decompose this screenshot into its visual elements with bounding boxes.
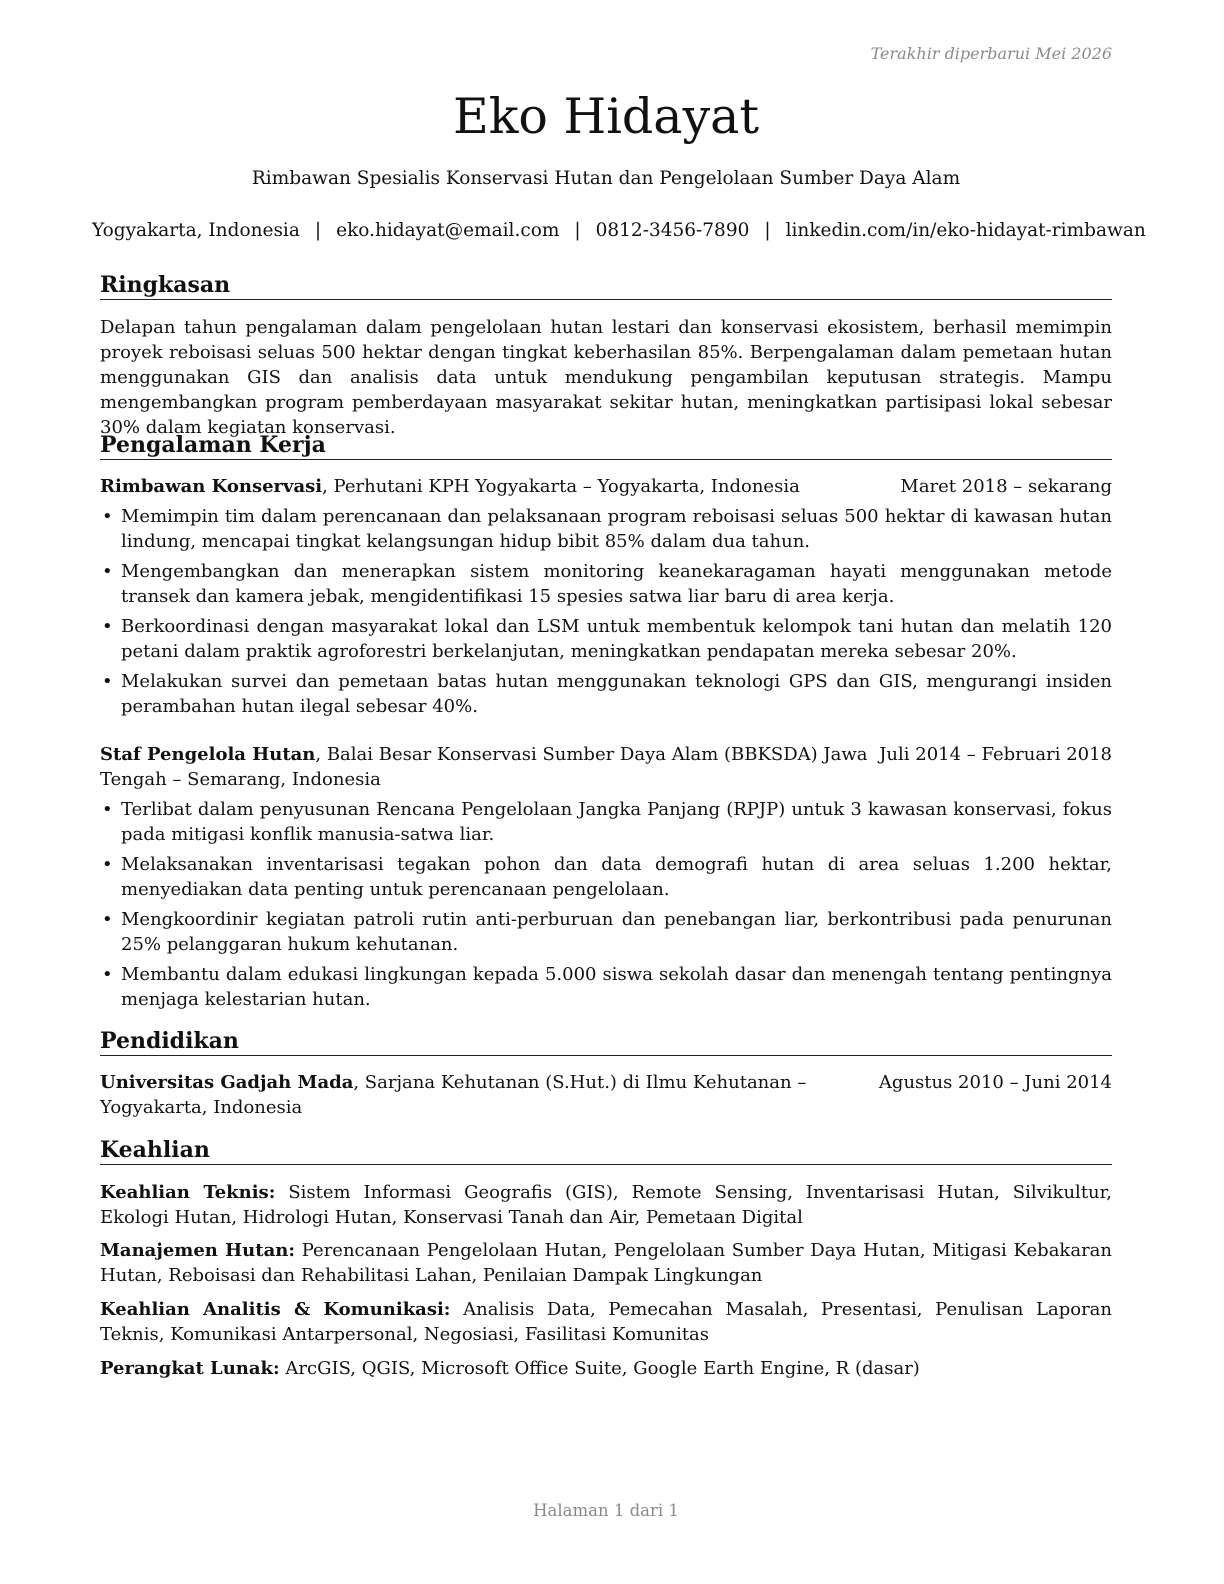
education-school: Universitas Gadjah Mada	[100, 1072, 354, 1093]
job-organization: , Perhutani KPH Yogyakarta – Yogyakarta, Indonesia	[322, 476, 800, 497]
bullet-icon: •	[102, 616, 113, 637]
education-detail: , Sarjana Kehutanan (S.Hut.) di Ilmu Kehutanan – Yogyakarta, Indonesia	[100, 1072, 807, 1118]
education-dates: Agustus 2010 – Juni 2014	[873, 1070, 1112, 1095]
bullet-text: Melaksanakan inventarisasi tegakan pohon dan data demografi hutan di area seluas 1.200 hektar, menyediakan data penting untuk perencanaan pengelolaan.	[121, 854, 1112, 900]
list-item	[100, 559, 1112, 609]
contact-separator: |	[314, 220, 322, 241]
bullet-text: Berkoordinasi dengan masyarakat lokal dan LSM untuk membentuk kelompok tani hutan dan melatih 120 petani dalam praktik agroforestri berkelanjutan, meningkatkan pendapatan mereka sebesar 20%.	[121, 616, 1112, 662]
section-title-experience: Pengalaman Kerja	[100, 431, 1112, 460]
bullet-text: Melakukan survei dan pemetaan batas hutan menggunakan teknologi GPS dan GIS, mengurangi insiden perambahan hutan ilegal sebesar 40%.	[121, 671, 1112, 717]
skill-group-label: Keahlian Analitis & Komunikasi:	[100, 1299, 451, 1320]
skill-group-items: ArcGIS, QGIS, Microsoft Office Suite, Google Earth Engine, R (dasar)	[285, 1358, 920, 1379]
contact-linkedin[interactable]: linkedin.com/in/eko-hidayat-rimbawan	[785, 220, 1146, 241]
page-number-footer: Halaman 1 dari 1	[533, 1501, 679, 1520]
list-item	[100, 797, 1112, 847]
skill-group-label: Manajemen Hutan:	[100, 1240, 295, 1261]
job-header	[100, 742, 1112, 792]
skill-group-items: Perencanaan Pengelolaan Hutan, Pengelolaan Sumber Daya Hutan, Mitigasi Kebakaran Hutan, Reboisasi dan Rehabilitasi Lahan, Penilaian Dampak Lingkungan	[100, 1240, 1112, 1286]
job-header	[100, 474, 1112, 499]
skill-group-label: Keahlian Teknis:	[100, 1182, 276, 1203]
job-role: Rimbawan Konservasi	[100, 476, 323, 497]
bullet-icon: •	[102, 799, 113, 820]
contact-email[interactable]: eko.hidayat@email.com	[336, 220, 560, 241]
bullet-text: Memimpin tim dalam perencanaan dan pelaksanaan program reboisasi seluas 500 hektar di kawasan hutan lindung, mencapai tingkat kelangsungan hidup bibit 85% dalam dua tahun.	[121, 506, 1112, 552]
job-dates: Juli 2014 – Februari 2018	[873, 742, 1112, 767]
contact-separator: |	[764, 220, 771, 241]
bullet-icon: •	[102, 909, 113, 930]
list-item	[100, 907, 1112, 957]
section-title-skills: Keahlian	[100, 1136, 1112, 1165]
last-updated-note: Terakhir diperbarui Mei 2026	[870, 44, 1112, 63]
contact-location: Yogyakarta, Indonesia	[92, 220, 300, 241]
skill-group-items: Sistem Informasi Geografis (GIS), Remote Sensing, Inventarisasi Hutan, Silvikultur, Ekologi Hutan, Hidrologi Hutan, Konservasi Tanah dan Air, Pemetaan Digital	[100, 1182, 1112, 1228]
job-bullet-list	[100, 504, 1112, 724]
bullet-icon: •	[102, 964, 113, 985]
skill-group	[100, 1356, 1112, 1381]
list-item	[100, 962, 1112, 1012]
professional-headline: Rimbawan Spesialis Konservasi Hutan dan Pengelolaan Sumber Daya Alam	[251, 168, 961, 189]
list-item	[100, 852, 1112, 902]
section-title-education: Pendidikan	[100, 1027, 1112, 1056]
job-role: Staf Pengelola Hutan	[100, 744, 316, 765]
section-title-summary: Ringkasan	[100, 271, 1112, 300]
bullet-icon: •	[102, 561, 113, 582]
skill-group	[100, 1180, 1112, 1230]
list-item	[100, 614, 1112, 664]
skill-group	[100, 1238, 1112, 1288]
job-dates: Maret 2018 – sekarang	[894, 474, 1112, 499]
bullet-text: Mengembangkan dan menerapkan sistem monitoring keanekaragaman hayati menggunakan metode transek dan kamera jebak, mengidentifikasi 15 spesies satwa liar baru di area kerja.	[121, 561, 1112, 607]
contact-line	[92, 218, 1146, 244]
skill-group	[100, 1297, 1112, 1347]
bullet-text: Mengkoordinir kegiatan patroli rutin anti-perburuan dan penebangan liar, berkontribusi pada penurunan 25% pelanggaran hukum kehutanan.	[121, 909, 1112, 955]
job-bullet-list	[100, 797, 1112, 1017]
bullet-icon: •	[102, 506, 113, 527]
candidate-name: Eko Hidayat	[452, 88, 760, 145]
education-entry	[100, 1070, 1112, 1120]
bullet-text: Terlibat dalam penyusunan Rencana Pengelolaan Jangka Panjang (RPJP) untuk 3 kawasan konservasi, fokus pada mitigasi konflik manusia-satwa liar.	[121, 799, 1112, 845]
list-item	[100, 669, 1112, 719]
skill-group-label: Perangkat Lunak:	[100, 1358, 280, 1379]
skill-group-items: Analisis Data, Pemecahan Masalah, Presentasi, Penulisan Laporan Teknis, Komunikasi Antarpersonal, Negosiasi, Fasilitasi Komunitas	[100, 1299, 1113, 1345]
bullet-text: Membantu dalam edukasi lingkungan kepada 5.000 siswa sekolah dasar dan menengah tentang pentingnya menjaga kelestarian hutan.	[121, 964, 1112, 1010]
job-organization: , Balai Besar Konservasi Sumber Daya Alam (BBKSDA) Jawa Tengah – Semarang, Indonesia	[100, 744, 868, 790]
contact-phone: 0812-3456-7890	[595, 220, 750, 241]
bullet-icon: •	[102, 854, 113, 875]
summary-text: Delapan tahun pengalaman dalam pengelolaan hutan lestari dan konservasi ekosistem, berhasil memimpin proyek reboisasi seluas 500 hektar dengan tingkat keberhasilan 85%. Berpengalaman dalam pemetaan hutan menggunakan GIS dan analisis data untuk mendukung pengambilan keputusan strategis. Mampu mengembangkan program pemberdayaan masyarakat sekitar hutan, meningkatkan partisipasi lokal sebesar 30% dalam kegiatan konservasi.	[100, 317, 1112, 438]
list-item	[100, 504, 1112, 554]
bullet-icon: •	[102, 671, 113, 692]
contact-separator: |	[574, 220, 581, 241]
